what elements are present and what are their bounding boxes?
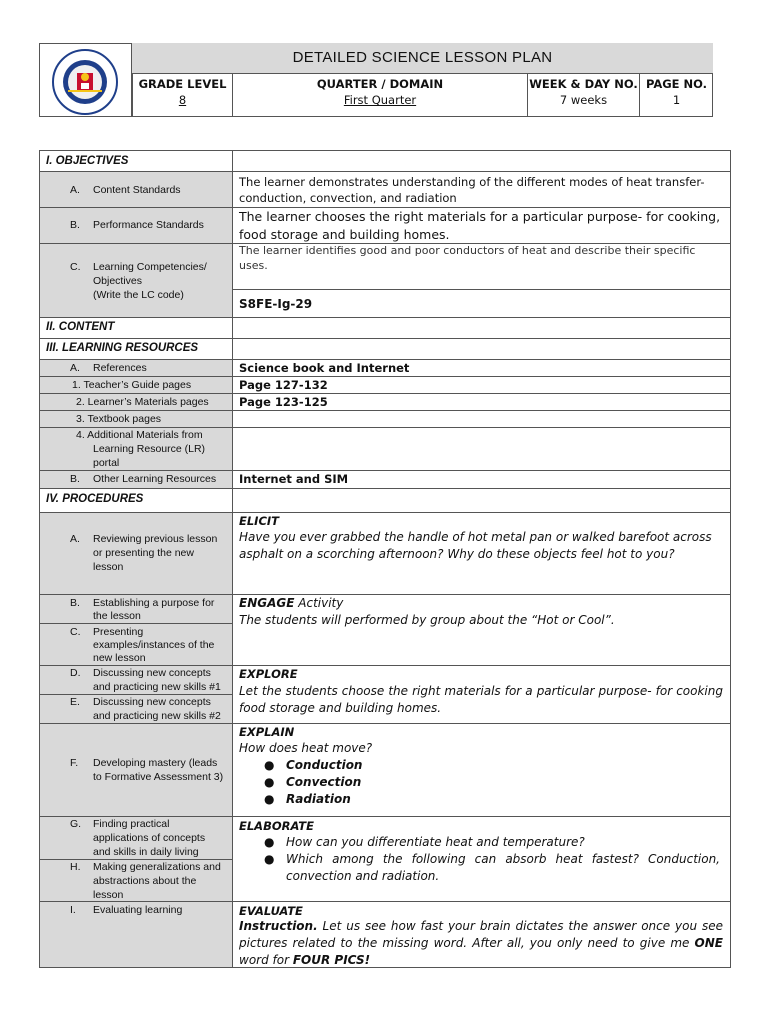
mastery-label-1: Developing mastery (leads bbox=[93, 757, 218, 769]
explore-text: Let the students choose the right materials for a particular purpose- for cooking food storage and building homes. bbox=[239, 684, 723, 715]
row-letter: E. bbox=[70, 696, 80, 708]
evaluating-label: Evaluating learning bbox=[93, 904, 183, 916]
presenting-label-3: new lesson bbox=[93, 652, 146, 664]
evaluate-body-2: word for bbox=[239, 953, 293, 967]
explain-item-text: Radiation bbox=[286, 792, 351, 806]
concepts-2-label-2: and practicing new skills #2 bbox=[93, 710, 221, 722]
review-lesson-label-1: Reviewing previous lesson bbox=[93, 533, 218, 545]
explain-list bbox=[264, 757, 748, 808]
content-standards-label: Content Standards bbox=[93, 184, 181, 196]
week-value: 7 weeks bbox=[559, 93, 608, 107]
explain-item: ● Radiation bbox=[264, 792, 351, 806]
row-letter: A. bbox=[70, 184, 80, 196]
logo-cell bbox=[39, 43, 132, 117]
generalizations-label-1: Making generalizations and bbox=[93, 861, 221, 873]
applications-label-2: applications of concepts bbox=[93, 832, 206, 844]
row-letter: F. bbox=[70, 757, 79, 769]
competencies-label-3: (Write the LC code) bbox=[93, 289, 184, 301]
engage-title: ENGAGE bbox=[239, 596, 295, 610]
procedures-heading: IV. PROCEDURES bbox=[46, 493, 144, 505]
elicit-text: Have you ever grabbed the handle of hot metal pan or walked barefoot across asphalt on a scorching afternoon? Why do these objects feel hot to you? bbox=[239, 530, 712, 561]
engage-text: The students will performed by group about the “Hot or Cool”. bbox=[239, 613, 615, 627]
week-label: WEEK & DAY NO. bbox=[529, 77, 638, 91]
other-resources-label: Other Learning Resources bbox=[93, 473, 217, 485]
purpose-label-1: Establishing a purpose for bbox=[93, 597, 215, 609]
presenting-label-1: Presenting bbox=[93, 626, 144, 638]
elaborate-item-text: Which among the following can absorb heat fastest? Conduction, convection and radiation. bbox=[286, 852, 720, 883]
explain-item: ● Conduction bbox=[264, 758, 363, 772]
row-letter: G. bbox=[70, 818, 82, 830]
elaborate-item: ● Which among the following can absorb heat fastest? Conduction, convection and radiation. bbox=[264, 852, 720, 883]
elaborate-list bbox=[264, 834, 720, 885]
evaluate-one: ONE bbox=[694, 936, 723, 950]
row-letter: B. bbox=[70, 219, 80, 231]
explore-title: EXPLORE bbox=[239, 667, 298, 681]
learners-materials-label: 2. Learner’s Materials pages bbox=[76, 396, 209, 408]
evaluate-text bbox=[239, 918, 723, 969]
references-label: References bbox=[93, 362, 147, 374]
explain-item: ● Convection bbox=[264, 775, 362, 789]
purpose-label-2: the lesson bbox=[93, 610, 141, 622]
other-resources-value: Internet and SIM bbox=[239, 472, 349, 486]
resources-heading: III. LEARNING RESOURCES bbox=[46, 342, 199, 354]
additional-materials-label-3: portal bbox=[93, 457, 120, 469]
quarter-label: QUARTER / DOMAIN bbox=[316, 77, 444, 91]
teachers-guide-value: Page 127-132 bbox=[239, 378, 328, 392]
concepts-2-label-1: Discussing new concepts bbox=[93, 696, 211, 708]
page-no-label: PAGE NO. bbox=[645, 77, 708, 91]
review-lesson-label-2: or presenting the new bbox=[93, 547, 194, 559]
quarter-cell bbox=[232, 74, 527, 117]
lc-code: S8FE-Ig-29 bbox=[239, 297, 313, 311]
learners-materials-value: Page 123-125 bbox=[239, 395, 328, 409]
concepts-1-label-1: Discussing new concepts bbox=[93, 667, 211, 679]
evaluate-body-1: Let us see how fast your brain dictates the answer once you see pictures related to the missing word. After all, you only need to give me bbox=[239, 919, 723, 950]
elicit-title: ELICIT bbox=[239, 514, 280, 528]
grade-level-cell bbox=[132, 74, 232, 117]
evaluate-lead: Instruction. bbox=[239, 919, 318, 933]
additional-materials-label-2: Learning Resource (LR) bbox=[93, 443, 206, 455]
explain-item-text: Conduction bbox=[286, 758, 363, 772]
elaborate-item-text: How can you differentiate heat and temperature? bbox=[286, 835, 585, 849]
applications-label-3: and skills in daily living bbox=[93, 846, 199, 858]
applications-label-1: Finding practical bbox=[93, 818, 170, 830]
row-letter: I. bbox=[70, 904, 76, 916]
objectives-heading: I. OBJECTIVES bbox=[46, 155, 129, 167]
engage-sub: Activity bbox=[298, 596, 344, 610]
week-cell bbox=[527, 74, 639, 117]
quarter-value: First Quarter bbox=[343, 93, 417, 107]
review-lesson-label-3: lesson bbox=[93, 561, 124, 573]
competencies-label-1: Learning Competencies/ bbox=[93, 261, 207, 273]
row-letter: C. bbox=[70, 261, 81, 273]
teachers-guide-label: 1. Teacher’s Guide pages bbox=[72, 379, 192, 391]
explain-title: EXPLAIN bbox=[239, 725, 295, 739]
elaborate-item: ● How can you differentiate heat and temperature? bbox=[264, 835, 585, 849]
row-letter: A. bbox=[70, 533, 80, 545]
presenting-label-2: examples/instances of the bbox=[93, 639, 215, 651]
page-no-cell bbox=[639, 74, 713, 117]
row-letter: B. bbox=[70, 597, 80, 609]
generalizations-label-3: lesson bbox=[93, 889, 124, 901]
page-no-value: 1 bbox=[672, 93, 681, 107]
mastery-label-2: to Formative Assessment 3) bbox=[93, 771, 224, 783]
row-letter: C. bbox=[70, 626, 81, 638]
row-letter: B. bbox=[70, 473, 80, 485]
textbook-pages-label: 3. Textbook pages bbox=[76, 413, 162, 425]
row-letter: H. bbox=[70, 861, 81, 873]
deped-seal-logo bbox=[39, 43, 132, 117]
generalizations-label-2: abstractions about the bbox=[93, 875, 197, 887]
performance-standards-value: The learner chooses the right materials for a particular purpose- for cooking, food storage and building homes. bbox=[239, 209, 721, 242]
additional-materials-label-1: 4. Additional Materials from bbox=[76, 429, 203, 441]
page-title: DETAILED SCIENCE LESSON PLAN bbox=[132, 43, 713, 74]
competencies-value: The learner identifies good and poor conductors of heat and describe their specific uses. bbox=[239, 244, 696, 272]
content-standards-value: The learner demonstrates understanding of the different modes of heat transfer- conduction, convection, and radiation bbox=[239, 175, 705, 205]
evaluate-four: FOUR PICS! bbox=[292, 953, 371, 967]
explain-question: How does heat move? bbox=[239, 741, 373, 755]
row-letter: A. bbox=[70, 362, 80, 374]
references-value: Science book and Internet bbox=[239, 361, 410, 375]
evaluate-title: EVALUATE bbox=[239, 904, 303, 918]
explain-item-text: Convection bbox=[286, 775, 362, 789]
concepts-1-label-2: and practicing new skills #1 bbox=[93, 681, 221, 693]
content-heading: II. CONTENT bbox=[46, 321, 115, 333]
grade-level-value: 8 bbox=[178, 93, 187, 107]
row-letter: D. bbox=[70, 667, 81, 679]
competencies-label-2: Objectives bbox=[93, 275, 143, 287]
grade-level-label: GRADE LEVEL bbox=[138, 77, 227, 91]
engage-heading bbox=[239, 595, 723, 611]
column-divider bbox=[232, 150, 233, 968]
performance-standards-label: Performance Standards bbox=[93, 219, 204, 231]
elaborate-title: ELABORATE bbox=[239, 819, 314, 833]
